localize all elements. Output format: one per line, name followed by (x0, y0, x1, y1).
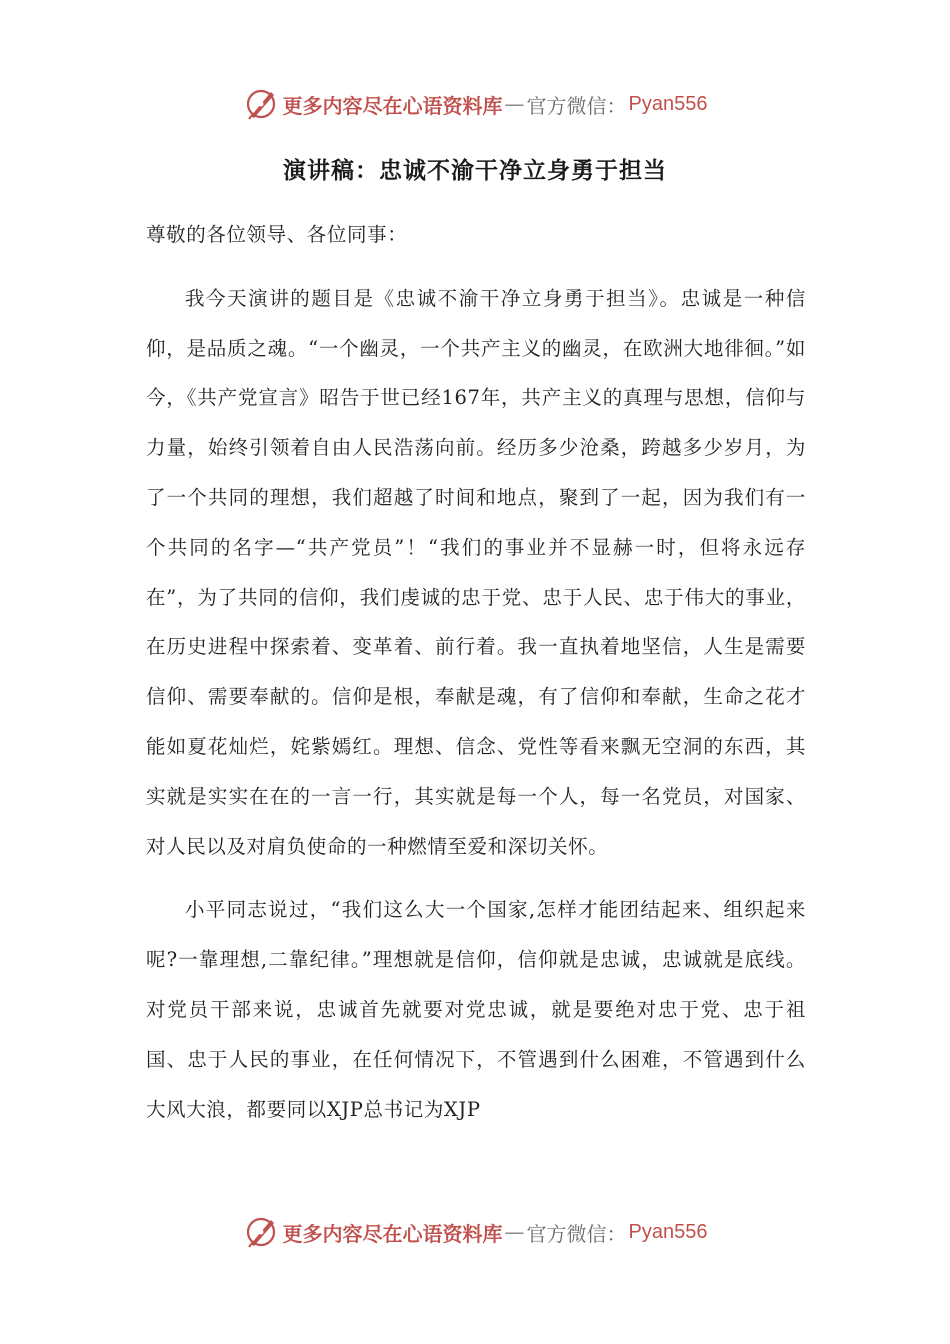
banner-wechat-id: Pyan556 (628, 92, 708, 115)
document-title: 演讲稿：忠诚不渝干净立身勇于担当 (283, 157, 667, 184)
footer-banner (0, 1212, 950, 1252)
header-banner (0, 84, 950, 124)
salutation: 尊敬的各位领导、各位同事： (146, 223, 408, 246)
document-body (146, 210, 806, 1148)
banner-wechat-id: Pyan556 (628, 1220, 708, 1243)
paragraph-2: 小平同志说过，“我们这么大一个国家,怎样才能团结起来、组织起来呢?一靠理想,二靠纪律。”理想就是信仰，信仰就是忠诚，忠诚就是底线。对党员干部来说，忠诚首先就要对党忠诚，就是要绝对忠于党、忠于祖国、忠于人民的事业，在任何情况下，不管遇到什么困难，不管遇到什么大风大浪，都要同以XJP总书记为XJP (146, 898, 806, 1121)
banner-brand-text: 更多内容尽在心语资料库 (282, 93, 503, 118)
banner-dash: — (504, 92, 525, 116)
paragraph-1: 我今天演讲的题目是《忠诚不渝干净立身勇于担当》。忠诚是一种信仰，是品质之魂。“一个幽灵，一个共产主义的幽灵，在欧洲大地徘徊。”如今，《共产党宣言》昭告于世已经167年，共产主义的真理与思想，信仰与力量，始终引领着自由人民浩荡向前。经历多少沧桑，跨越多少岁月，为了一个共同的理想，我们超越了时间和地点，聚到了一起，因为我们有一个共同的名字—“共产党员”！“我们的事业并不显赫一时，但将永远存在”，为了共同的信仰，我们虔诚的忠于党、忠于人民、忠于伟大的事业，在历史进程中探索着、变革着、前行着。我一直执着地坚信，人生是需要信仰、需要奉献的。信仰是根，奉献是魂，有了信仰和奉献，生命之花才能如夏花灿烂，姹紫嫣红。理想、信念、党性等看来飘无空洞的东西，其实就是实实在在的一言一行，其实就是每一个人，每一名党员，对国家、对人民以及对肩负使命的一种燃情至爱和深切关怀。 (146, 286, 806, 858)
quill-pen-logo-icon (243, 86, 279, 122)
banner-brand-text: 更多内容尽在心语资料库 (282, 1221, 503, 1246)
banner-wechat-label: 官方微信： (526, 93, 627, 118)
banner-dash: — (504, 1220, 525, 1244)
quill-pen-logo-icon (243, 1214, 279, 1250)
banner-wechat-label: 官方微信： (526, 1221, 627, 1246)
